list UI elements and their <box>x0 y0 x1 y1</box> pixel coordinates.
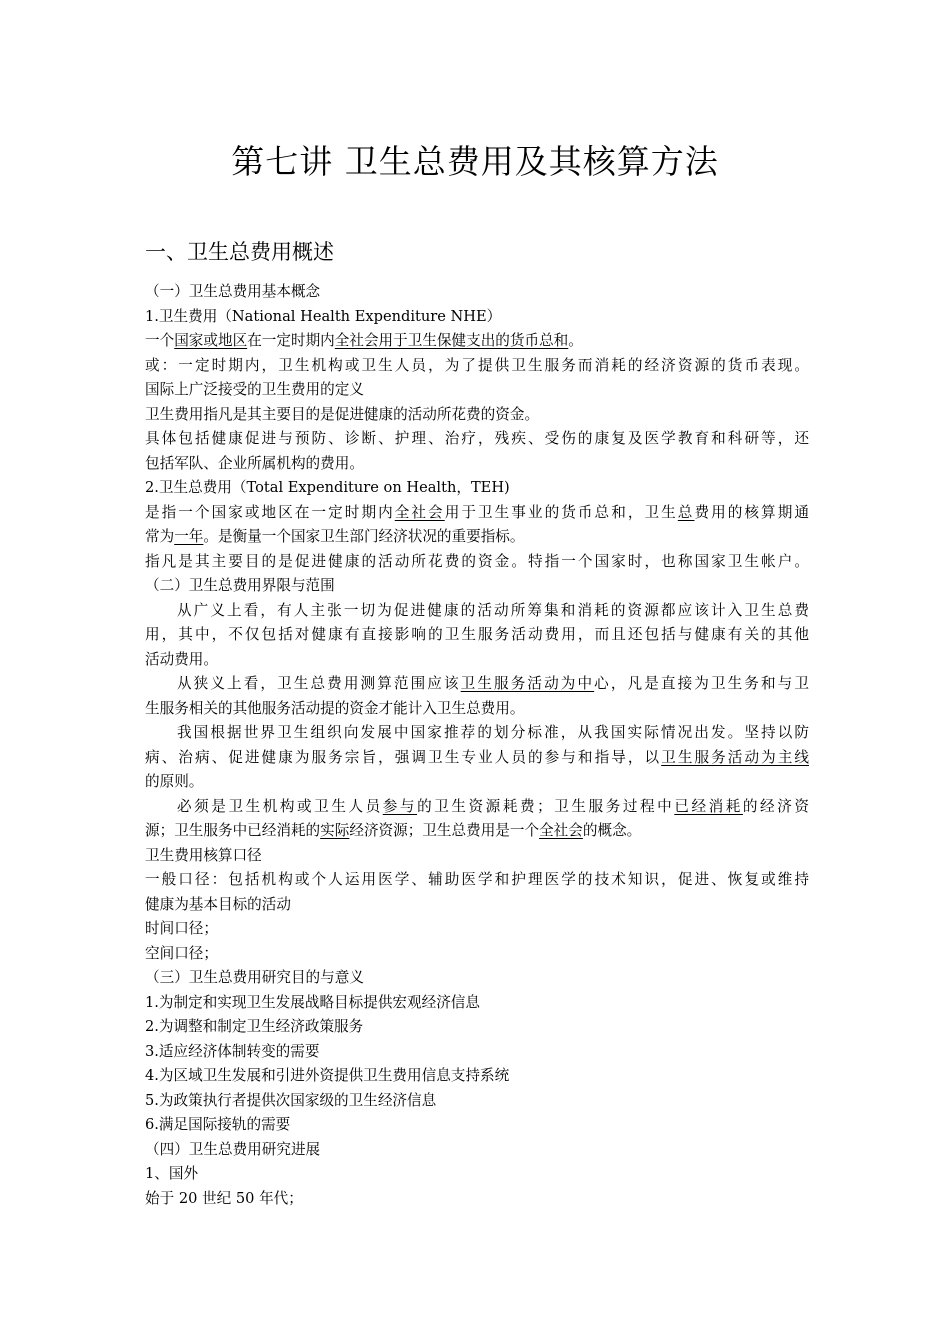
text-run: 的概念。 <box>582 822 642 839</box>
text-run: （二）卫生总费用界限与范围 <box>145 577 335 594</box>
text-line <box>145 427 809 452</box>
text-line <box>145 1089 809 1114</box>
text-line <box>145 501 809 526</box>
text-run: 健康为基本目标的活动 <box>145 895 291 913</box>
text-run: 1.卫生费用（National Health Expenditure NHE） <box>145 307 502 325</box>
text-line <box>145 746 809 771</box>
underlined-text: 全社会 <box>394 503 445 521</box>
text-line <box>145 844 809 869</box>
text-line <box>145 525 809 550</box>
underlined-text: 参与 <box>382 797 418 815</box>
text-line <box>145 476 809 501</box>
underlined-text: 实际 <box>320 822 350 839</box>
text-run: 1、国外 <box>145 1165 199 1182</box>
text-run: 必须是卫生机构或卫生人员 <box>177 797 383 815</box>
text-line <box>145 819 809 844</box>
text-run: 用，其中，不仅包括对健康有直接影响的卫生服务活动费用，而且还包括与健康有关的其他 <box>145 626 809 643</box>
text-run: 常为 <box>145 528 175 545</box>
text-run: （一）卫生总费用基本概念 <box>145 283 321 300</box>
text-line <box>145 721 809 746</box>
underlined-text: 卫生服务活动为中 <box>460 675 595 692</box>
text-run: 4.为区域卫生发展和引进外资提供卫生费用信息支持系统 <box>145 1067 510 1084</box>
text-line <box>145 452 809 477</box>
text-run: 时间口径； <box>145 920 218 937</box>
text-line <box>145 623 809 648</box>
text-run: 从广义上看，有人主张一切为促进健康的活动所筹集和消耗的资源都应该计入卫生总费 <box>177 601 809 619</box>
text-run: 1.为制定和实现卫生发展战略目标提供宏观经济信息 <box>145 993 480 1011</box>
text-line <box>145 917 809 942</box>
section-heading: 一、卫生总费用概述 <box>145 240 334 264</box>
text-run: 一个 <box>145 332 175 349</box>
underlined-text: 已经消耗 <box>674 797 743 815</box>
text-line <box>145 378 809 403</box>
text-run: 费用的核算期通 <box>694 503 809 521</box>
text-run: 2.卫生总费用（Total Expenditure on Health，TEH) <box>145 479 510 496</box>
text-line <box>145 550 809 575</box>
text-line <box>145 599 809 624</box>
text-run: 卫生费用核算口径 <box>145 846 262 864</box>
text-run: 的经济资 <box>742 797 809 815</box>
text-run: 3.适应经济体制转变的需要 <box>145 1042 320 1060</box>
text-run: 指凡是其主要目的是促进健康的活动所花费的资金。特指一个国家时，也称国家卫生帐户。 <box>145 552 809 570</box>
underlined-text: 国家或地区 <box>174 332 248 349</box>
text-run: 源；卫生服务中已经消耗的 <box>145 822 321 839</box>
text-line <box>145 1113 809 1138</box>
text-run: 心，凡是直接为卫生务和与卫 <box>594 675 809 692</box>
text-line <box>145 1162 809 1187</box>
text-line <box>145 795 809 820</box>
subsection-heading <box>145 966 809 991</box>
text-line <box>145 1064 809 1089</box>
text-line <box>145 942 809 967</box>
text-line <box>145 329 809 354</box>
underlined-text: 全社会用于卫生保健支出的货币总和 <box>334 332 569 349</box>
underlined-text: 全社会 <box>539 822 583 839</box>
text-line <box>145 354 809 379</box>
text-run: 在一定时期内 <box>247 332 335 349</box>
text-run: 具体包括健康促进与预防、诊断、护理、治疗，残疾、受伤的康复及医学教育和科研等，还 <box>145 430 809 447</box>
text-line <box>145 893 809 918</box>
text-line <box>145 1015 809 1040</box>
text-run: 5.为政策执行者提供次国家级的卫生经济信息 <box>145 1091 437 1109</box>
underlined-text: 总 <box>677 503 695 521</box>
text-line <box>145 403 809 428</box>
text-run: 是指一个国家或地区在一定时期内 <box>145 503 395 521</box>
text-run: 从狭义上看，卫生总费用测算范围应该 <box>177 675 461 692</box>
text-run: 包括军队、企业所属机构的费用。 <box>145 454 364 472</box>
text-run: 6.满足国际接轨的需要 <box>145 1116 291 1133</box>
subsection-heading <box>145 280 809 305</box>
text-run: 活动费用。 <box>145 650 218 668</box>
text-line <box>145 305 809 330</box>
underlined-text: 卫生服务活动为主线 <box>661 748 809 766</box>
text-run: 空间口径； <box>145 944 218 962</box>
text-line <box>145 991 809 1016</box>
document-title: 第七讲 卫生总费用及其核算方法 <box>231 142 719 181</box>
text-line <box>145 1187 809 1212</box>
text-run: 。 <box>568 332 583 349</box>
text-run: 2.为调整和制定卫生经济政策服务 <box>145 1018 364 1035</box>
text-run: 的卫生资源耗费；卫生服务过程中 <box>417 797 675 815</box>
underlined-text: 一年 <box>174 528 204 545</box>
text-run: （三）卫生总费用研究目的与意义 <box>145 969 364 986</box>
subsection-heading <box>145 574 809 599</box>
text-line <box>145 770 809 795</box>
text-run: 或：一定时期内，卫生机构或卫生人员，为了提供卫生服务而消耗的经济资源的货币表现。 <box>145 356 809 374</box>
text-line <box>145 1040 809 1065</box>
text-run: 一般口径：包括机构或个人运用医学、辅助医学和护理医学的技术知识，促进、恢复或维持 <box>145 871 809 888</box>
subsection-heading <box>145 1138 809 1163</box>
text-run: 卫生费用指凡是其主要目的是促进健康的活动所花费的资金。 <box>145 405 540 423</box>
text-line <box>145 648 809 673</box>
text-run: 我国根据世界卫生组织向发展中国家推荐的划分标准，从我国实际情况出发。坚持以防 <box>177 724 809 741</box>
text-run: （四）卫生总费用研究进展 <box>145 1140 321 1158</box>
document-body <box>145 280 809 1211</box>
text-run: 。是衡量一个国家卫生部门经济状况的重要指标。 <box>203 528 525 545</box>
text-run: 生服务相关的其他服务活动提的资金才能计入卫生总费用。 <box>145 699 525 717</box>
text-run: 始于 20 世纪 50 年代； <box>145 1189 303 1207</box>
text-run: 国际上广泛接受的卫生费用的定义 <box>145 381 364 398</box>
text-line <box>145 868 809 893</box>
text-run: 用于卫生事业的货币总和，卫生 <box>444 503 678 521</box>
text-line <box>145 697 809 722</box>
text-line <box>145 672 809 697</box>
text-run: 经济资源；卫生总费用是一个 <box>349 822 540 839</box>
text-run: 的原则。 <box>145 773 204 790</box>
text-run: 病、治病、促进健康为服务宗旨，强调卫生专业人员的参与和指导，以 <box>145 748 662 766</box>
